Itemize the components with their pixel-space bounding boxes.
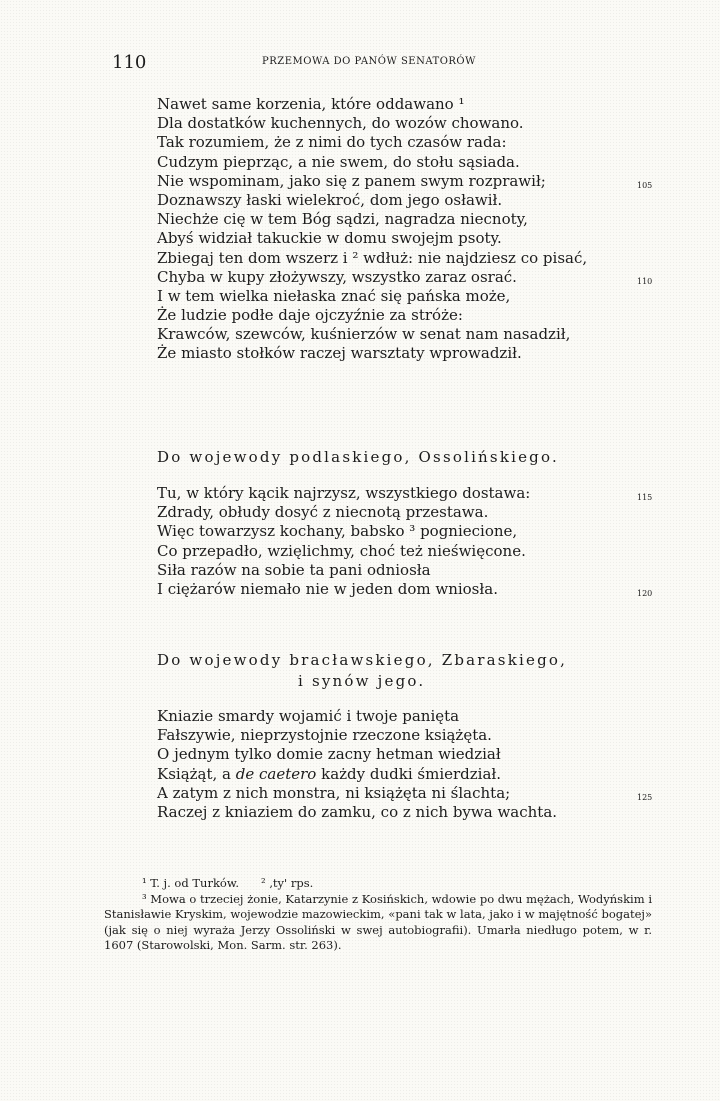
verse-line: Cudzym pieprząc, a nie swem, do stołu sąsiada. [157, 152, 520, 171]
line-number: 120 [637, 588, 653, 598]
verse-line: Co przepadło, wzięlichmy, choć też nieświęcone. [157, 541, 526, 560]
verse-block-3 [157, 707, 677, 822]
verse-line: A zatym z nich monstra, ni książęta ni ślachta; 125 [157, 784, 677, 803]
verse-line: Książąt, a de caetero każdy dudki śmierdział. [157, 764, 502, 783]
page-number: 110 [112, 52, 147, 73]
verse-line: Nawet same korzenia, które oddawano ¹ [157, 95, 465, 113]
verse-line: Abyś widział takuckie w domu swojejm psoty. [157, 229, 502, 248]
latin-phrase: de caetero [235, 764, 317, 783]
section-heading: Do wojewody bracławskiego, Zbaraskiego, [157, 651, 568, 669]
page-header [112, 52, 592, 76]
footnotes [104, 876, 652, 954]
verse-line: Zbiegaj ten dom wszerz i ² wdłuż: nie najdziesz co pisać, [157, 248, 588, 267]
line-number: 105 [637, 180, 653, 190]
footnote: ¹ T. j. od Turków. ² ‚ty' rps. [142, 876, 314, 890]
verse-line: Nie wspominam, jako się z panem swym rozprawił; 105 [157, 172, 677, 191]
verse-line: I ciężarów niemało nie w jeden dom wniosła. 120 [157, 580, 677, 599]
verse-line: Zdrady, obłudy dosyć z niecnotą przestawa. [157, 503, 489, 522]
verse-line: Więc towarzysz kochany, babsko ³ pogniecione, [157, 522, 518, 541]
verse-line: Tak rozumiem, że z nimi do tych czasów rada: [157, 133, 507, 152]
verse-line: Fałszywie, nieprzystojnie rzeczone książęta. [157, 726, 492, 745]
verse-line: Tu, w który kącik najrzysz, wszystkiego dostawa: 115 [157, 484, 677, 503]
verse-line: Że ludzie podłe daje ojczyźnie za stróże: [157, 306, 463, 325]
section-heading: Do wojewody podlaskiego, Ossolińskiego. [157, 448, 559, 466]
verse-line: Niechże cię w tem Bóg sądzi, nagradza niecnoty, [157, 210, 528, 229]
verse-line: O jednym tylko domie zacny hetman wiedział [157, 745, 501, 764]
verse-block-1 [157, 95, 677, 364]
verse-block-2 [157, 484, 677, 599]
line-number: 115 [637, 493, 653, 502]
footnote: ³ Mowa o trzeciej żonie, Katarzynie z Kosińskich, wdowie po dwu mężach, Wodyńskim i Stanisławie Kryskim, wojewodzie mazowieckim, «pani tak w lata, jako i w majętność bogatej» (jak się o niej wyraża Jerzy Ossoliński w swej autobiografii). Umarła niedługo potem, w r. 1607 (Starowolski, Mon. Sarm. str. 263). [104, 891, 652, 953]
verse-line: Siła razów na sobie ta pani odniosła [157, 560, 431, 579]
verse-line: Dla dostatków kuchennych, do wozów chowano. [157, 114, 524, 133]
verse-line: Kniazie smardy wojamić i twoje panięta [157, 707, 460, 725]
verse-line: Że miasto stołków raczej warsztaty wprowadził. [157, 344, 522, 363]
verse-line: Chyba w kupy złożywszy, wszystko zaraz osrać. 110 [157, 268, 677, 287]
running-title: PRZEMOWA DO PANÓW SENATORÓW [262, 56, 476, 67]
verse-line: Krawców, szewców, kuśnierzów w senat nam nasadził, [157, 325, 571, 344]
verse-line: Raczej z kniaziem do zamku, co z nich bywa wachta. [157, 802, 558, 821]
line-number: 125 [637, 792, 653, 802]
line-number: 110 [637, 276, 653, 286]
verse-line: Doznawszy łaski wielekroć, dom jego osławił. [157, 190, 503, 209]
section-heading-continued: i synów jego. [298, 672, 426, 690]
verse-line: I w tem wielka niełaska znać się pańska może, [157, 286, 511, 305]
